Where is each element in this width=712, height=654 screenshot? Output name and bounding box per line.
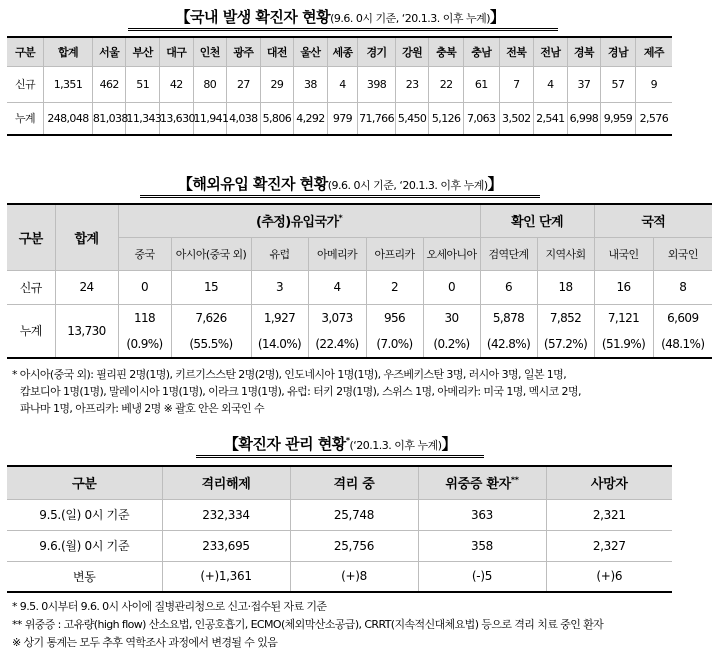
table-cell: (+)1,361 bbox=[162, 561, 290, 592]
table-cell: 118 bbox=[118, 304, 171, 331]
management-row-0905 bbox=[7, 499, 672, 530]
footnote-line: * 9.5. 0시부터 9.6. 0시 사이에 질병관리청으로 신고·접수된 자료 기준 bbox=[12, 600, 327, 613]
table-cell: 15 bbox=[171, 270, 251, 304]
domestic-title-underline bbox=[128, 28, 558, 31]
table-cell: 6,609 bbox=[653, 304, 712, 331]
header-cell: 부산 bbox=[126, 37, 160, 66]
management-title: 【확진자 관리 현황*(‘20.1.3. 이후 누계)】 bbox=[223, 435, 457, 453]
table-cell: 11,343 bbox=[126, 102, 160, 135]
subheader-cell: 아메리카 bbox=[308, 237, 366, 270]
table-cell: 232,334 bbox=[162, 499, 290, 530]
management-footnotes bbox=[12, 598, 603, 652]
subheader-cell: 아프리카 bbox=[366, 237, 423, 270]
header-cell: 제주 bbox=[635, 37, 672, 66]
table-cell: 38 bbox=[294, 66, 328, 102]
header-cell: 격리 중 bbox=[290, 466, 418, 499]
header-cell: 사망자 bbox=[546, 466, 672, 499]
table-cell: (42.8%) bbox=[480, 331, 537, 358]
table-cell: 24 bbox=[55, 270, 118, 304]
header-cell: 경기 bbox=[358, 37, 396, 66]
table-cell: 2,327 bbox=[546, 530, 672, 561]
table-cell: (55.5%) bbox=[171, 331, 251, 358]
table-cell: 9,959 bbox=[601, 102, 636, 135]
table-cell: 42 bbox=[159, 66, 193, 102]
table-cell: 8 bbox=[653, 270, 712, 304]
table-cell: 3 bbox=[251, 270, 308, 304]
subheader-cell: 지역사회 bbox=[537, 237, 594, 270]
table-cell: 5,878 bbox=[480, 304, 537, 331]
table-cell: 1,351 bbox=[44, 66, 93, 102]
table-cell: 22 bbox=[429, 66, 464, 102]
subheader-cell: 아시아(중국 외) bbox=[171, 237, 251, 270]
subheader-cell: 내국인 bbox=[594, 237, 653, 270]
table-cell: (0.9%) bbox=[118, 331, 171, 358]
table-cell: 61 bbox=[463, 66, 499, 102]
table-cell: 398 bbox=[358, 66, 396, 102]
header-cell: 위중증 환자** bbox=[418, 466, 546, 499]
domestic-cumulative-row bbox=[7, 102, 672, 135]
table-cell: 7,852 bbox=[537, 304, 594, 331]
header-cell: 전북 bbox=[499, 37, 534, 66]
table-cell: 29 bbox=[260, 66, 294, 102]
table-cell: 13,730 bbox=[55, 304, 118, 358]
table-cell: 1,927 bbox=[251, 304, 308, 331]
table-cell: (+)6 bbox=[546, 561, 672, 592]
header-cell-total: 합계 bbox=[55, 204, 118, 270]
subheader-cell: 외국인 bbox=[653, 237, 712, 270]
overseas-new-row bbox=[7, 270, 712, 304]
table-cell: 누계 bbox=[7, 304, 55, 358]
table-cell: 6,998 bbox=[567, 102, 601, 135]
domestic-header-row bbox=[7, 37, 672, 66]
overseas-footnotes bbox=[12, 366, 581, 417]
header-cell-gubun: 구분 bbox=[7, 204, 55, 270]
footnote-line: * 아시아(중국 외): 필리핀 2명(1명), 키르기스스탄 2명(2명), 인도네시아 1명(1명), 우즈베키스탄 3명, 러시아 3명, 일본 1명, bbox=[12, 368, 567, 381]
table-cell: 363 bbox=[418, 499, 546, 530]
table-cell: (0.2%) bbox=[423, 331, 480, 358]
management-header-row bbox=[7, 466, 672, 499]
footnote-line: ※ 상기 통계는 모두 추후 역학조사 과정에서 변경될 수 있음 bbox=[12, 636, 278, 649]
table-cell: 16 bbox=[594, 270, 653, 304]
table-cell: 2 bbox=[366, 270, 423, 304]
table-cell: 5,806 bbox=[260, 102, 294, 135]
header-cell: 구분 bbox=[7, 37, 44, 66]
table-cell: 956 bbox=[366, 304, 423, 331]
table-cell: (-)5 bbox=[418, 561, 546, 592]
table-cell: 37 bbox=[567, 66, 601, 102]
table-cell: 누계 bbox=[7, 102, 44, 135]
table-cell: 9 bbox=[635, 66, 672, 102]
header-cell: 인천 bbox=[193, 37, 227, 66]
footnote-line: 파나마 1명, 아프리카: 베냉 2명 ※ 괄호 안은 외국인 수 bbox=[20, 402, 264, 415]
table-cell: 4 bbox=[534, 66, 568, 102]
table-cell: 4,038 bbox=[227, 102, 261, 135]
header-cell: 합계 bbox=[44, 37, 93, 66]
management-row-0906 bbox=[7, 530, 672, 561]
header-cell: 강원 bbox=[395, 37, 429, 66]
overseas-cumulative-row bbox=[7, 304, 712, 331]
table-cell: 25,748 bbox=[290, 499, 418, 530]
table-cell: (14.0%) bbox=[251, 331, 308, 358]
table-cell: 979 bbox=[327, 102, 358, 135]
table-cell: 80 bbox=[193, 66, 227, 102]
overseas-title-underline bbox=[140, 195, 540, 198]
domestic-new-row bbox=[7, 66, 672, 102]
footnote-line: 캄보디아 1명(1명), 말레이시아 1명(1명), 이라크 1명(1명), 유럽: 터키 2명(1명), 스위스 1명, 아메리카: 미국 1명, 멕시코 2명, bbox=[20, 385, 581, 398]
table-cell: 51 bbox=[126, 66, 160, 102]
table-cell: 11,941 bbox=[193, 102, 227, 135]
table-cell: 25,756 bbox=[290, 530, 418, 561]
table-cell: (57.2%) bbox=[537, 331, 594, 358]
header-cell: 대전 bbox=[260, 37, 294, 66]
overseas-cases-table bbox=[7, 203, 712, 359]
table-cell: 81,038 bbox=[92, 102, 126, 135]
table-cell: 71,766 bbox=[358, 102, 396, 135]
header-cell: 울산 bbox=[294, 37, 328, 66]
table-cell: 5,126 bbox=[429, 102, 464, 135]
domestic-title-block bbox=[0, 6, 680, 27]
table-cell: 3,073 bbox=[308, 304, 366, 331]
header-cell: 충북 bbox=[429, 37, 464, 66]
table-cell: 4 bbox=[327, 66, 358, 102]
table-cell: (7.0%) bbox=[366, 331, 423, 358]
table-cell: 5,450 bbox=[395, 102, 429, 135]
table-cell: 9.6.(월) 0시 기준 bbox=[7, 530, 162, 561]
management-title-underline bbox=[196, 455, 484, 458]
table-cell: 신규 bbox=[7, 270, 55, 304]
header-cell: 구분 bbox=[7, 466, 162, 499]
header-cell: 전남 bbox=[534, 37, 568, 66]
table-cell: (22.4%) bbox=[308, 331, 366, 358]
table-cell: 2,321 bbox=[546, 499, 672, 530]
subheader-cell: 검역단계 bbox=[480, 237, 537, 270]
table-cell: 7 bbox=[499, 66, 534, 102]
header-group-stage: 확인 단계 bbox=[480, 204, 594, 237]
table-cell: 57 bbox=[601, 66, 636, 102]
header-cell: 광주 bbox=[227, 37, 261, 66]
domestic-cases-table bbox=[7, 36, 672, 136]
header-cell: 세종 bbox=[327, 37, 358, 66]
table-cell: 2,576 bbox=[635, 102, 672, 135]
header-cell: 경남 bbox=[601, 37, 636, 66]
header-cell: 대구 bbox=[159, 37, 193, 66]
table-cell: 0 bbox=[118, 270, 171, 304]
table-cell: 6 bbox=[480, 270, 537, 304]
management-title-block bbox=[0, 433, 680, 454]
table-cell: 변동 bbox=[7, 561, 162, 592]
overseas-title-block bbox=[0, 173, 680, 194]
domestic-title: 【국내 발생 확진자 현황(9.6. 0시 기준, ‘20.1.3. 이후 누계)】 bbox=[175, 8, 505, 26]
table-cell: 4,292 bbox=[294, 102, 328, 135]
overseas-title: 【해외유입 확진자 현황(9.6. 0시 기준, ‘20.1.3. 이후 누계)】 bbox=[177, 175, 503, 193]
subheader-cell: 유럽 bbox=[251, 237, 308, 270]
table-cell: 358 bbox=[418, 530, 546, 561]
table-cell: 7,121 bbox=[594, 304, 653, 331]
table-cell: 7,626 bbox=[171, 304, 251, 331]
table-cell: 233,695 bbox=[162, 530, 290, 561]
footnote-line: ** 위중증 : 고유량(high flow) 산소요법, 인공호흡기, ECMO(체외막산소공급), CRRT(지속적신대체요법) 등으로 격리 치료 중인 환자 bbox=[12, 618, 604, 631]
table-cell: 462 bbox=[92, 66, 126, 102]
table-cell: 신규 bbox=[7, 66, 44, 102]
table-cell: (48.1%) bbox=[653, 331, 712, 358]
header-cell: 서울 bbox=[92, 37, 126, 66]
management-table bbox=[7, 465, 672, 593]
table-cell: 3,502 bbox=[499, 102, 534, 135]
table-cell: 4 bbox=[308, 270, 366, 304]
table-cell: 27 bbox=[227, 66, 261, 102]
table-cell: 7,063 bbox=[463, 102, 499, 135]
header-group-country: (추정)유입국가* bbox=[118, 204, 480, 237]
table-cell: 13,630 bbox=[159, 102, 193, 135]
table-cell: 0 bbox=[423, 270, 480, 304]
header-cell: 격리해제 bbox=[162, 466, 290, 499]
table-cell: (51.9%) bbox=[594, 331, 653, 358]
header-cell: 경북 bbox=[567, 37, 601, 66]
subheader-cell: 중국 bbox=[118, 237, 171, 270]
table-cell: 248,048 bbox=[44, 102, 93, 135]
header-cell: 충남 bbox=[463, 37, 499, 66]
table-cell: 23 bbox=[395, 66, 429, 102]
subheader-cell: 오세아니아 bbox=[423, 237, 480, 270]
table-cell: 9.5.(일) 0시 기준 bbox=[7, 499, 162, 530]
table-cell: 30 bbox=[423, 304, 480, 331]
table-cell: (+)8 bbox=[290, 561, 418, 592]
header-group-nationality: 국적 bbox=[594, 204, 712, 237]
overseas-group-header-row bbox=[7, 204, 712, 237]
table-cell: 18 bbox=[537, 270, 594, 304]
management-row-change bbox=[7, 561, 672, 592]
table-cell: 2,541 bbox=[534, 102, 568, 135]
